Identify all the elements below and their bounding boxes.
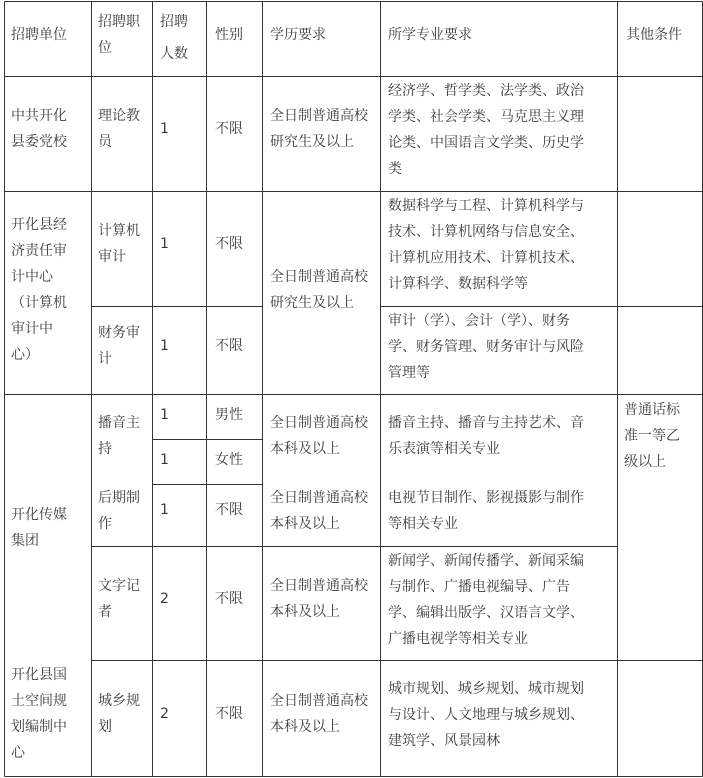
position-cell: 计算机 bbox=[98, 223, 140, 239]
unit-cell: 心 bbox=[11, 745, 25, 761]
unit-cell: （计算机 bbox=[11, 295, 67, 311]
position-cell: 持 bbox=[98, 441, 112, 457]
education-cell: 全日制普通高校 bbox=[270, 490, 368, 506]
gender-cell: 女性 bbox=[215, 452, 243, 468]
unit-cell: 审计中 bbox=[11, 321, 53, 337]
education-cell: 研究生及以上 bbox=[270, 295, 354, 311]
count-cell: 2 bbox=[160, 591, 169, 607]
major-cell: 城市规划、城乡规划、城市规划 bbox=[388, 681, 584, 697]
gender-cell: 不限 bbox=[215, 502, 243, 518]
education-cell: 本科及以上 bbox=[270, 604, 340, 620]
education-cell: 本科及以上 bbox=[270, 719, 340, 735]
education-cell: 本科及以上 bbox=[270, 441, 340, 457]
major-cell: 数据科学与工程、计算机科学与 bbox=[388, 198, 584, 214]
major-cell: 与制作、广播电视编导、广告 bbox=[388, 579, 570, 595]
position-cell: 者 bbox=[98, 604, 112, 620]
position-cell: 后期制 bbox=[98, 490, 140, 506]
major-cell: 类 bbox=[388, 161, 402, 177]
education-cell: 全日制普通高校 bbox=[270, 693, 368, 709]
unit-cell: 集团 bbox=[11, 533, 39, 549]
header-count: 招聘 bbox=[160, 14, 188, 30]
major-cell: 管理等 bbox=[388, 365, 430, 381]
count-cell: 2 bbox=[160, 706, 169, 722]
header-other: 其他条件 bbox=[626, 27, 682, 43]
unit-cell: 开化县经 bbox=[11, 217, 67, 233]
major-cell: 审计（学）、会计（学）、财务 bbox=[388, 313, 570, 329]
position-cell: 划 bbox=[98, 719, 112, 735]
education-cell: 全日制普通高校 bbox=[270, 415, 368, 431]
position-cell: 城乡规 bbox=[98, 693, 140, 709]
count-cell: 1 bbox=[160, 338, 169, 354]
position-cell: 播音主 bbox=[98, 415, 140, 431]
education-cell: 本科及以上 bbox=[270, 516, 340, 532]
header-major: 所学专业要求 bbox=[388, 27, 472, 43]
header-education: 学历要求 bbox=[270, 27, 326, 43]
count-cell: 1 bbox=[160, 452, 169, 468]
major-cell: 学、财务管理、财务审计与风险 bbox=[388, 339, 584, 355]
unit-cell: 开化县国 bbox=[11, 667, 67, 683]
position-cell: 理论教 bbox=[98, 108, 140, 124]
other-cell: 普通话标 bbox=[624, 402, 680, 418]
count-cell: 1 bbox=[160, 121, 169, 137]
unit-cell: 开化传媒 bbox=[11, 507, 67, 523]
unit-cell: 土空间规 bbox=[11, 693, 67, 709]
header-gender: 性别 bbox=[215, 27, 243, 43]
gender-cell: 不限 bbox=[215, 236, 243, 252]
major-cell: 学类、社会学类、马克思主义理 bbox=[388, 109, 584, 125]
education-cell: 全日制普通高校 bbox=[270, 269, 368, 285]
major-cell: 电视节目制作、影视摄影与制作 bbox=[388, 490, 584, 506]
major-cell: 乐表演等相关专业 bbox=[388, 441, 500, 457]
position-cell: 文字记 bbox=[98, 578, 140, 594]
major-cell: 播音主持、播音与主持艺术、音 bbox=[388, 415, 584, 431]
major-cell: 技术、计算机网络与信息安全、 bbox=[388, 224, 584, 240]
other-cell: 准一等乙 bbox=[624, 428, 680, 444]
major-cell: 计算机应用技术、计算机技术、 bbox=[388, 250, 584, 266]
unit-cell: 计中心 bbox=[11, 269, 53, 285]
other-cell: 级以上 bbox=[624, 454, 666, 470]
major-cell: 新闻学、新闻传播学、新闻采编 bbox=[388, 553, 584, 569]
unit-cell: 心） bbox=[11, 347, 39, 363]
unit-cell: 县委党校 bbox=[11, 134, 67, 150]
education-cell: 全日制普通高校 bbox=[270, 578, 368, 594]
gender-cell: 不限 bbox=[215, 121, 243, 137]
gender-cell: 不限 bbox=[215, 338, 243, 354]
count-cell: 1 bbox=[160, 236, 169, 252]
major-cell: 与设计、人文地理与城乡规划、 bbox=[388, 707, 584, 723]
major-cell: 等相关专业 bbox=[388, 516, 458, 532]
unit-cell: 济责任审 bbox=[11, 243, 67, 259]
major-cell: 建筑学、风景园林 bbox=[388, 733, 500, 749]
count-cell: 1 bbox=[160, 407, 169, 423]
major-cell: 学、编辑出版学、汉语言文学、 bbox=[388, 605, 584, 621]
header-position: 招聘职 bbox=[98, 14, 140, 30]
unit-cell: 中共开化 bbox=[11, 108, 67, 124]
major-cell: 论类、中国语言文学类、历史学 bbox=[388, 135, 584, 151]
count-cell: 1 bbox=[160, 502, 169, 518]
major-cell: 计算科学、数据科学等 bbox=[388, 276, 528, 292]
header-count: 人数 bbox=[160, 46, 188, 62]
major-cell: 经济学、哲学类、法学类、政治 bbox=[388, 83, 584, 99]
position-cell: 财务审 bbox=[98, 325, 140, 341]
gender-cell: 男性 bbox=[215, 407, 243, 423]
education-cell: 研究生及以上 bbox=[270, 134, 354, 150]
gender-cell: 不限 bbox=[215, 591, 243, 607]
unit-cell: 划编制中 bbox=[11, 719, 67, 735]
position-cell: 作 bbox=[98, 516, 112, 532]
position-cell: 员 bbox=[98, 134, 112, 150]
gender-cell: 不限 bbox=[215, 706, 243, 722]
header-position: 位 bbox=[98, 40, 112, 56]
education-cell: 全日制普通高校 bbox=[270, 108, 368, 124]
position-cell: 计 bbox=[98, 351, 112, 367]
header-unit: 招聘单位 bbox=[11, 27, 67, 43]
position-cell: 审计 bbox=[98, 249, 126, 265]
major-cell: 广播电视学等相关专业 bbox=[388, 631, 528, 647]
